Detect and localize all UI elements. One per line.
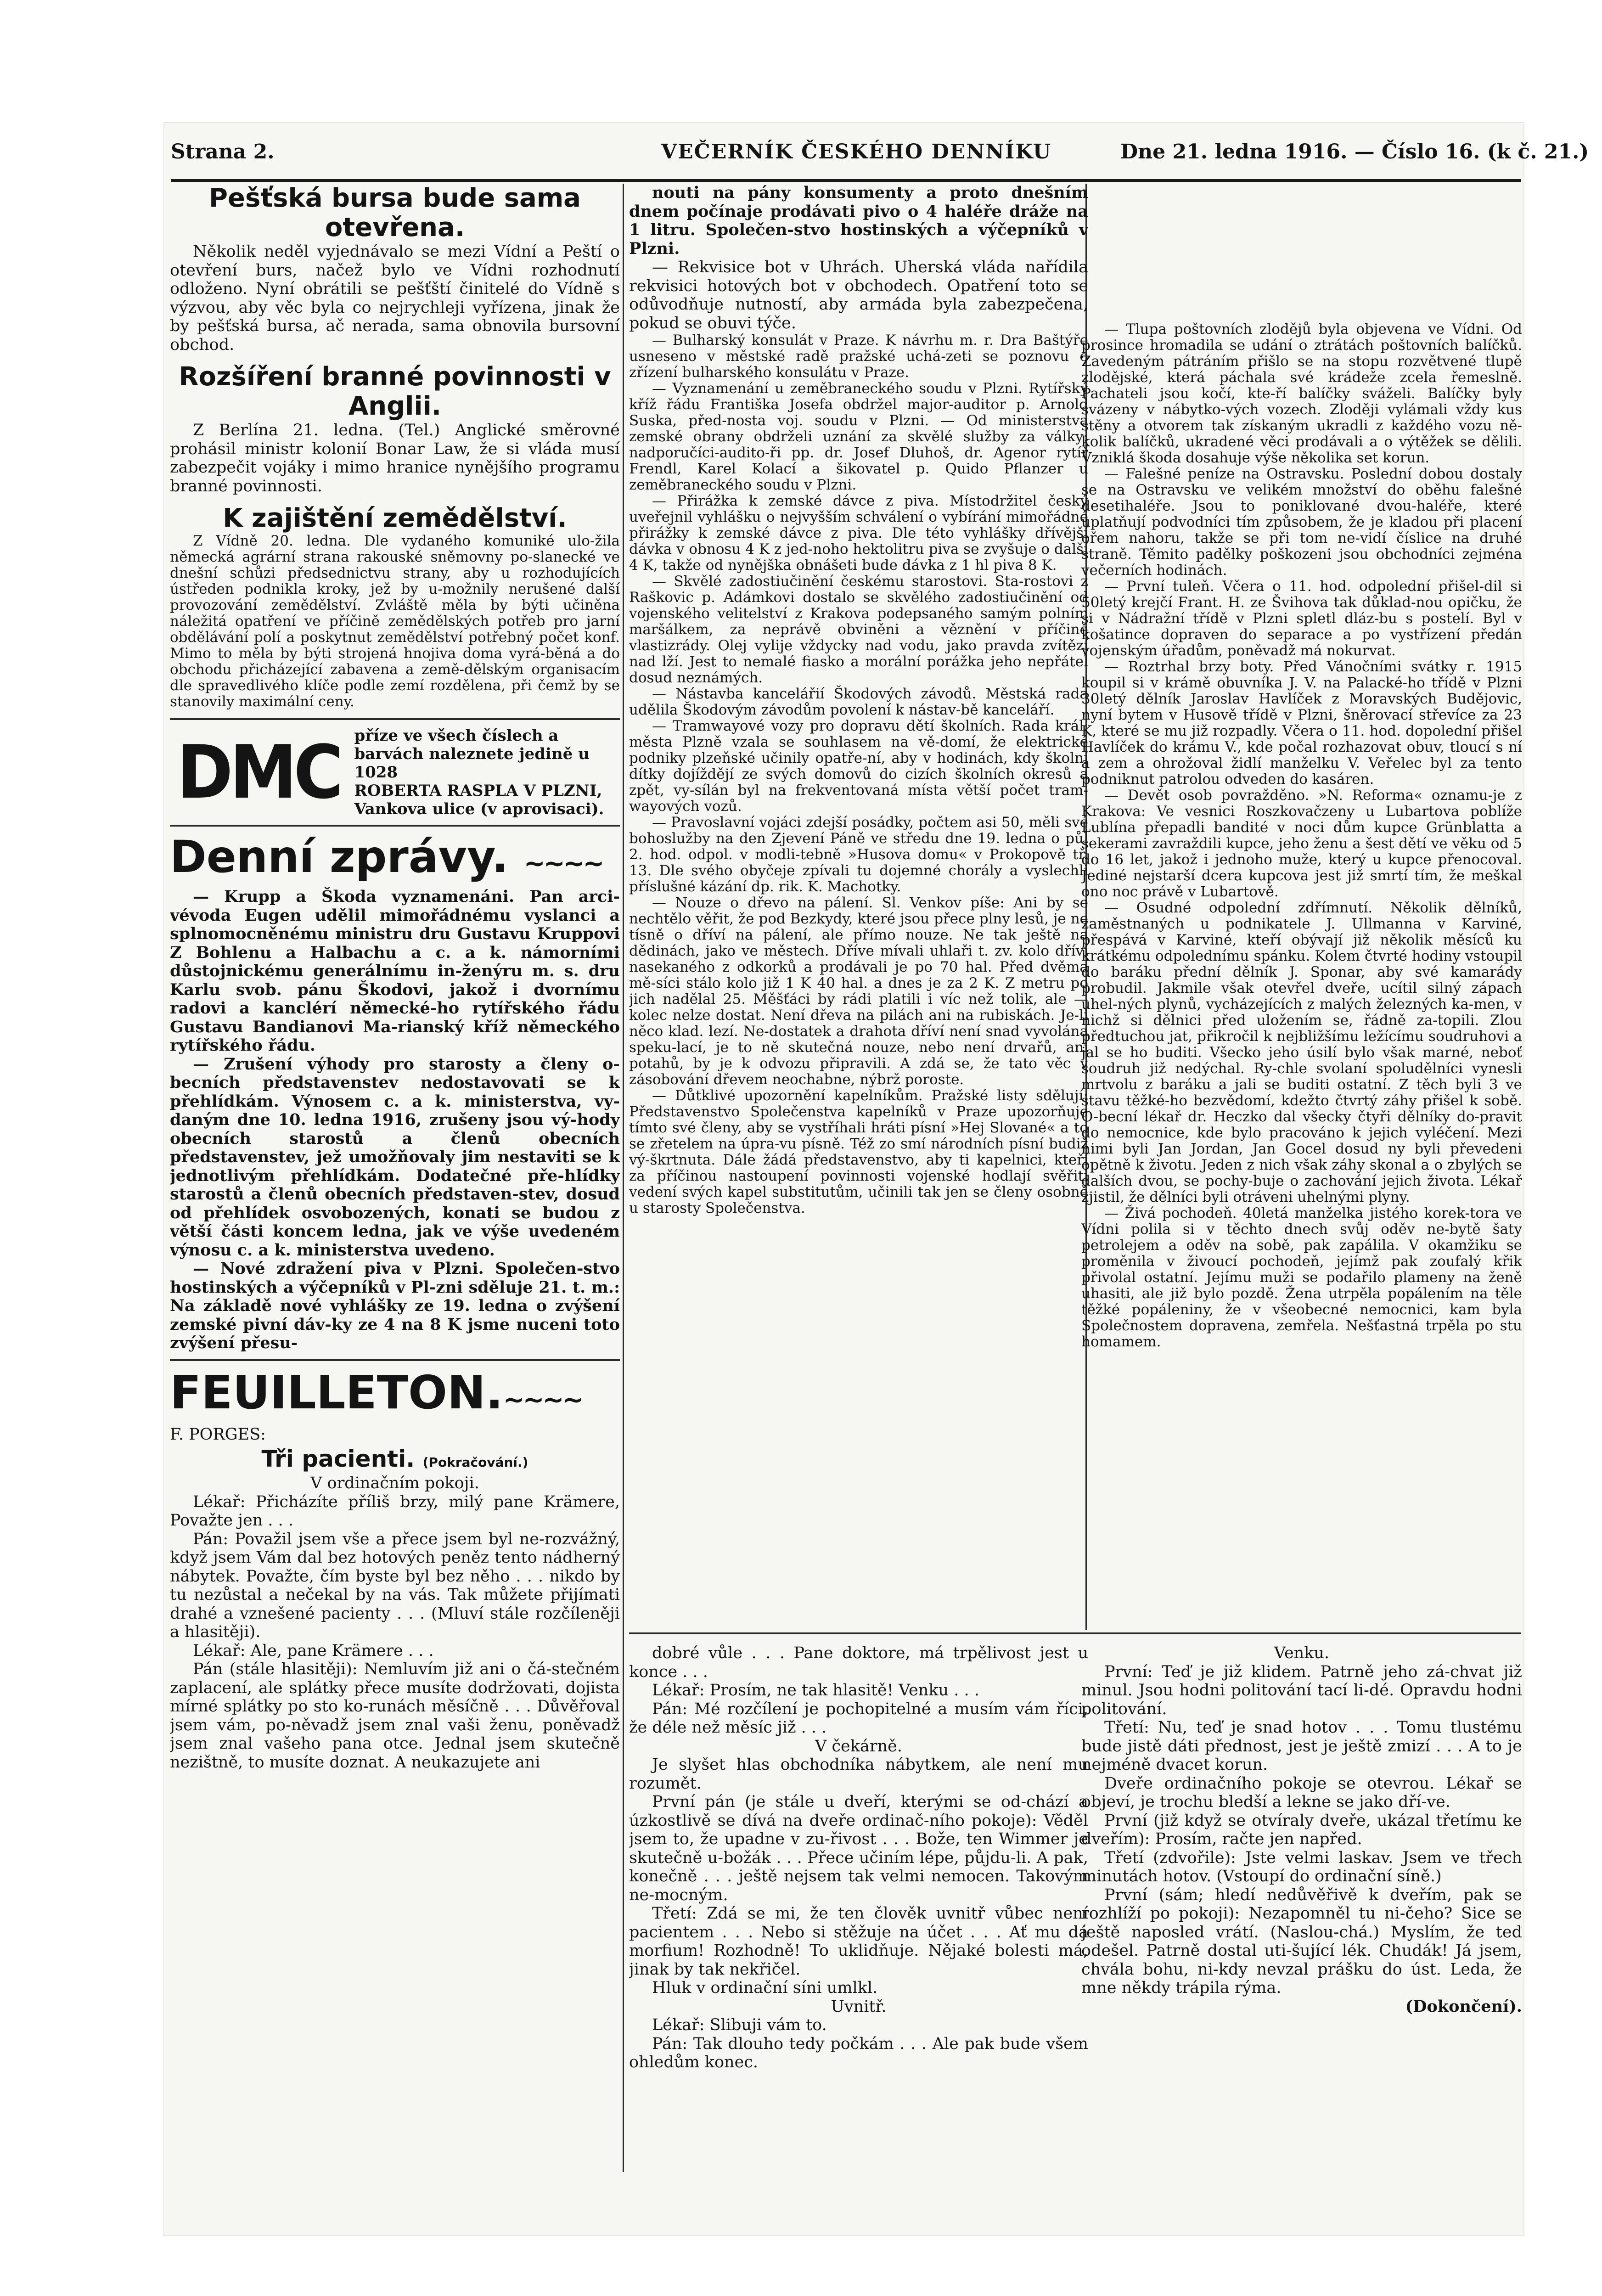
- page-number: Strana 2.: [171, 140, 275, 163]
- section-title: Denní zprávy. ~~~~: [170, 831, 603, 883]
- issue-date: Dne 21. ledna 1916. — Číslo 16. (k č. 21.): [1120, 140, 1589, 163]
- news-item: — První tuleň. Včera o 11. hod. odpolední přišel-dil si 50letý krejčí Frant. H. ze Švihova tak důklad-nou opičku, že si v Nádražní třídě v Plzni spletl dláz-bu s postelí. Byl v košatince dopraven do separace a po vystřízení předán vojenským úřadům, poněvadž má nokurvat.: [1081, 578, 1522, 659]
- column-rule-1: [623, 184, 624, 2172]
- ad-text: příze ve všech číslech a barvách naleznete jedině u 1028: [354, 726, 590, 782]
- feuilleton-author: F. PORGES:: [170, 1425, 266, 1444]
- news-item: — Osudné odpolední zdřímnutí. Několik dělníků, zaměstnaných u podnikatele J. Ullmanna v Karviné, přespává v Karviné, kteří obývají již několik měsíců ku krátkému odpolednímu spánku. Kolem čtvrté hodiny vstoupil do baráku přední dělník J. Sponar, aby své kamarády probudil. Jakmile však otevřel dveře, ucítil silný zápach uhel-ných plynů, vycházejících z malých železných ka-men, v nichž si dělnici před uložením se, řádně za-topili. Zlou předtuchou jat, přikročil k nejbližšímu ležícímu soudruhovi a jal se ho buditi. Všecko jeho úsilí bylo však marné, neboť soudruh již nedýchal. Ry-chle svolaní spoludělníci vynesli mrtvolu z baráku a jali se buditi ostatní. Z těch byli 3 ve stavu těžké-ho bezvědomí, kdežto čtvrtý záhy přišel k sobě. O-becní lékař dr. Heczko dal všecky čtyři dělníky do-pravit do nemocnice, kde bylo pracováno k jejich vyléčení. Mezi nimi byli Jan Jordan, Jan Gocel dosud ny byli převedeni opětně k životu. Jeden z nich však záhy skonal a o zbylých se dalších dvou, se pochy-buje o zachování jejich života. Lékař zjistil, že dělníci byli otráveni uhelnými plyny.: [1081, 900, 1522, 1205]
- news-item: — Roztrhal brzy boty. Před Vánočními svátky r. 1915 koupil si v krámě obuvníka J. V. na Palacké-ho třídě v Plzni 30letý dělník Jaroslav Havlíček z Moravských Budějovic, nyní bytem v Husově třídě v Plzni, šněrovací střevíce za 23 K, které se mu již rozpadly. Včera o 11. hod. dopolední přišel Havlíček do krámu V., kde počal rozhazovat obuv, tloucí s ní a zem a ohrožoval židlí manželku V. Veřelec byl za tento podniknut patrolou odveden do kasáren.: [1081, 658, 1522, 788]
- article-bursa: [170, 184, 620, 354]
- article-text: Z Berlína 21. ledna. (Tel.) Anglické směrovné prohásil ministr kolonií Bonar Law, že si vláda musí zabezpečit vojáky i mimo hranice nynějšího programu branné povinnosti.: [170, 421, 620, 495]
- continuation-note: (Dokončení).: [1405, 1997, 1522, 2016]
- news-item: — Falešné peníze na Ostravsku. Poslední dobou dostaly se na Ostravsku ve velikém množství do oběhu falešné desetihaléře. Jsou to poniklované dvou-haléře, které uplatňují podvodníci tím způsobem, že je kladou při placení ořem nahoru, takže se při tom ne-vidí číslice na druhé straně. Těmito padělky poškozeni jsou obchodníci zejména večerních hodinách.: [1081, 466, 1522, 579]
- ad-text: ROBERTA RASPLA V PLZNI,: [354, 782, 602, 800]
- news-item: — Přirážka k zemské dávce z piva. Místodržitel český uveřejnil vyhlášku o nejvyšším schválení o vybírání mimořádné přirážky k zemské dávce z piva. Dle této vyhlášky dřívější dávka v obnosu 4 K z jed-noho hektolitru piva se zvyšuje o další 4 K, takže od nynějška obnášeti bude dávka z 1 hl piva 8 K.: [629, 493, 1088, 574]
- blank-area: [1081, 184, 1522, 321]
- article-zemedelstvi: [170, 504, 620, 710]
- news-item: — Pravoslavní vojáci zdejší posádky, počtem asi 50, měli své bohoslužby na den Zjevení Páně ve středu dne 19. ledna o půl 2. hod. odpol. v modli-tebně »Husova domu« v Prokopově tř. 13. Dle svého obyčeje zpívali tu dojemné chorály a vyslechli příslušné kázání dp. rik. K. Machotky.: [629, 814, 1088, 895]
- header-rule: [171, 179, 1521, 182]
- dialogue-line: První (sám; hledí nedůvěřivě k dveřím, pak se rozhlíží po pokoji): Nezapomněl tu ni-čeho? Sice se ještě naposled vrátí. (Naslou-chá.) Myslím, že teď odešel. Patrně dostal uti-šující lék. Chudák! Já jsem, chvála bohu, ni-kdy nevzal prášku do úst. Leda, že mne někdy trápila rýma.: [1081, 1885, 1522, 1997]
- headline-anglie: Rozšíření branné povinnosti v Anglii.: [179, 362, 611, 421]
- scene-heading: Uvnitř.: [831, 1997, 887, 2016]
- scene-heading: V čekárně.: [815, 1737, 902, 1756]
- feuilleton-rule-left: [170, 1359, 620, 1361]
- scene-heading: Venku.: [1274, 1644, 1330, 1662]
- news-item: — Vyznamenání u zeměbraneckého soudu v Plzni. Rytířský kříž řádu Františka Josefa obdržel major-auditor p. Arnold Suska, před-nosta voj. soudu v Plzni. — Od ministerstva zemské obrany obdrželi uznání za skvělé služby za války: nadporučíci-audito-ři pp. dr. Josef Dluhoš, dr. Agenor rytíř Frendl, Karel Kolací a šikovatel p. Quido Pflanzer u zeměbraneckého soudu v Plzni.: [629, 380, 1088, 493]
- dialogue-line: Pán: Tak dlouho tedy počkám . . . Ale pak bude všem ohledům konec.: [629, 2034, 1088, 2071]
- news-item: — Bulharský konsulát v Praze. K návrhu m. r. Dra Baštýře usneseno v městské radě pražské uchá-zeti se poznovu o zřízení bulharského konsulátu v Praze.: [629, 332, 1088, 381]
- dialogue-line: dobré vůle . . . Pane doktore, má trpělivost jest u konce . . .: [629, 1644, 1088, 1681]
- news-item: — Nástavba kancelářií Škodových závodů. Městská rada udělila Škodovým závodům povolení k nástav-bě kanceláří.: [629, 686, 1088, 718]
- dialogue-line: Třetí: Nu, teď je snad hotov . . . Tomu tlustému bude jistě dáti přednost, jest je ještě zmizí . . . A to je nejméně dvacet korun.: [1081, 1718, 1522, 1774]
- news-item: — Krupp a Škoda vyznamenáni. Pan arci-vévoda Eugen udělil mimořádnému vyslanci a splnomocněnému ministru dru Gustavu Kruppovi Z Bohlenu a Halbachu a c. a k. námorními důstojnickému generálnímu in-ženýru m. s. dru Karlu svob. pánu Škodovi, jakož i dvornímu radovi a kanclérí německé-ho rytířského řádu Gustavu Bandianovi Ma-rianský kříž německého rytířského řádu.: [170, 887, 620, 1055]
- dialogue-line: Lékař: Slibuji vám to.: [652, 2016, 827, 2034]
- news-item: — Důtklivé upozornění kapelníkům. Pražské listy sdělují: Představenstvo Společenstva kapelníků v Praze upozorňuje tímto své členy, aby se vystříhali hráti písní »Hej Slované« a to se zřetelem na úpra-vu písně. Též zo smí národních písní budiž vý-škrtnuta. Dále žádá představenstvo, aby ti kapelnici, kteří za příčinou nastoupení povinnosti vojenské hodlají svěřiti vedení svých kapel substitutům, učinili tak jen se členy osobně u starosty Společenstva.: [629, 1087, 1088, 1216]
- headline-zemedelstvi: K zajištění zemědělství.: [223, 503, 567, 533]
- news-item: — Tlupa poštovních zlodějů byla objevena ve Vídni. Od prosince hromadila se udání o ztrátách poštovních balíčků. Zavedeným pátráním přišlo se na stopu rozvětvené tlupě zlodějské, která páchala své krádeže zcela řemeslně. Pachateli jsou kočí, kte-ří balíčky sváželi. Balíčky byly svázeny v nábytko-vých vozech. Zloději vylámali vždy kus stěny a otvorem tak získaným ukradli z každého vozu ně-kolik balíčků, ukradené věci prodávali a o výtěžek se dělili. Vzniklá škoda dosahuje výše několika set korun.: [1081, 321, 1522, 466]
- headline-bursa: Pešťská bursa bude sama otevřena.: [209, 184, 581, 242]
- news-item: — Zrušení výhody pro starosty a členy o-becních představenstev nedostavovati se k přehlídkám. Výnosem c. a k. ministerstva, vy-daným dne 10. ledna 1916, zrušeny jsou vý-hody obecních starostů a členů obecních představenstev, jež umožňovaly jim nestaviti se k jednotlivým přehlídkám. Dodatečné pře-hlídky starostů a členů obecních představen-stev, dosud od přehlídek osvobozených, konati se budou z větší části koncem ledna, jak ve výše uvedeném výnosu c. a k. ministerstva uvedeno.: [170, 1054, 620, 1260]
- scene-heading: V ordinačním pokoji.: [310, 1474, 479, 1492]
- dialogue-line: Lékař: Přicházíte příliš brzy, milý pane Krämere, Považte jen . . .: [170, 1492, 620, 1530]
- dialogue-line: Hluk v ordinační síni umlkl.: [652, 1979, 878, 1997]
- news-item: — Skvělé zadostiučinění českému starostovi. Sta-rostovi z Raškovic p. Adámkovi dostalo se skvělého zadostiučinění od vojenského velitelství z Krakova podepsaného samým polním maršálkem, za neprávě obviněni a věznění v příčině vlastizrády. Olej vylije vždycky nad vodu, jako pravda zvítězí nad lží. Jest to nemalé fiasko a morální porážka jeho nepřátel dosud neznámých.: [629, 573, 1088, 686]
- dialogue-line: Lékař: Ale, pane Krämere . . .: [193, 1641, 434, 1660]
- article-text: Z Vídně 20. ledna. Dle vydaného komuniké ulo-žila německá agrární strana rakouské sněmovny po-slanecké ve dnešní schůzi předsednictvu strany, aby u rozhodujících ústředen podnikla kroky, jež by u-možnily nerušené další provozování zemědělství. Zvláště měla by býti učiněna náležitá opatření ve příčině zemědělských potřeb pro jarní obdělávání polí a poskytnut zemědělství potřebný počet konf. Mimo to měla by býti strojená hnojiva doma vyrá-běná a do obchodu přicházející zabavena a země-dělským organisacím dle spravedlivého klíče podle zemí rozdělena, při čemž by se stanovily maximální ceny.: [170, 533, 620, 710]
- dialogue-line: První pán (je stále u dveří, kterými se od-chází a úzkostlivě se dívá na dveře ordinač-ního pokoje): Věděl jsem to, že upadne v zu-řivost . . . Bože, ten Wimmer je skutečně u-božák . . . Přece učiním lépe, půjdu-li. A pak, konečně . . . ještě nejsem tak velmi nemocen. Takovým ne-mocným.: [629, 1793, 1088, 1904]
- dialogue-line: Pán (stále hlasitěji): Nemluvím již ani o čá-stečném zaplacení, ale splátky přece musíte dodržovati, dojista mírné splátky po sto ko-runách měsíčně . . . Důvěřoval jsem vám, po-něvadž jsem znal vaši ženu, poněvadž jsem znal vašeho pana otce. Jednal jsem skutečně nezištně, to musíte doznat. A neukazujete ani: [170, 1660, 620, 1772]
- column-left: [170, 184, 620, 2172]
- dialogue-line: Lékař: Prosím, ne tak hlasitě! Venku . . .: [652, 1681, 979, 1699]
- section-denni-zpravy: [170, 833, 620, 1353]
- dialogue-line: Pán: Považil jsem vše a přece jsem byl ne-rozvážný, když jsem Vám dal bez hotových peněz tento nádherný nábytek. Považte, čím byste byl bez něho . . . nikdo by tu nezůstal a nečekal by na vás. Tak můžete přijímati drahé a vznešené pacienty . . . (Mluví stále rozčíleněji a hlasitěji).: [170, 1530, 620, 1641]
- article-anglie: [170, 362, 620, 495]
- dmc-logo: DMC: [177, 729, 340, 815]
- feuilleton-title: FEUILLETON.~~~~: [170, 1365, 582, 1419]
- ad-text: Vankova ulice (v aprovisaci).: [354, 800, 604, 818]
- news-item: nouti na pány konsumenty a proto dnešním dnem počínaje prodávati pivo o 4 haléře dráže na 1 litru. Společen-stvo hostinských a výčepníků v Plzni.: [629, 184, 1088, 258]
- feuilleton: [170, 1367, 620, 1772]
- masthead: VEČERNÍK ČESKÉHO DENNÍKU: [661, 140, 1052, 163]
- news-item: — Živá pochodeň. 40letá manželka jistého korek-tora ve Vídni polila si v těchto dnech svůj oděv ne-bytě šaty petrolejem a oděv na sobě, pak zapálila. V okamžiku se proměnila v živoucí pochodeň, jejímž pak zoufalý křik přivolal ostatní. Jejímu muži se podařilo plameny na ženě uhasiti, ale již bylo pozdě. Žena utrpěla popálením na těle těžké popáleniny, že v všeobecné nemocnici, kam byla Společnostem dopravena, zemřela. Nešťastná trpěla po stu homamem.: [1081, 1205, 1522, 1350]
- dialogue-line: Je slyšet hlas obchodníka nábytkem, ale není mu rozumět.: [629, 1756, 1088, 1793]
- article-text: Několik neděl vyjednávalo se mezi Vídní a Peští o otevření burs, načež bylo ve Vídni rozhodnutí odloženo. Nyní obrátili se pešťští činitelé do Vídně s výzvou, aby věc byla co nejrychleji vyřízena, jinak že by pešťská bursa, ač nerada, sama obnovila bursovní obchod.: [170, 242, 620, 354]
- news-item: — Rekvisice bot v Uhrách. Uherská vláda nařídila rekvisici hotových bot v obchodech. Opatření toto se odůvodňuje nutností, aby armáda byla zabezpečena, pokud se obuvi týče.: [629, 258, 1088, 332]
- dialogue-line: Třetí: Zdá se mi, že ten člověk uvnitř vůbec není pacientem . . . Nebo si stěžuje na účet . . . Ať mu dá morfium! Rozhodně! To uklidňuje. Nějaké bolesti má, jinak by tak nekřičel.: [629, 1904, 1088, 1979]
- ornament-icon: ~~~~: [523, 849, 603, 878]
- dialogue-line: První (již když se otvíraly dveře, ukázal třetímu ke dveřím): Prosím, račte jen napřed.: [1081, 1811, 1522, 1848]
- news-item: — Nové zdražení piva v Plzni. Společen-stvo hostinských a výčepníků v Pl-zni sděluje 21. t. m.: Na základě nové vyhlášky ze 19. ledna o zvýšení zemské pivní dáv-ky ze 4 na 8 K jsme nuceni toto zvýšení přesu-: [170, 1259, 620, 1352]
- news-item: — Nouze o dřevo na pálení. Sl. Venkov píše: Ani by se nechtělo věřit, že pod Bezkydy, které jsou přece plny lesů, je ne tísně o dříví na pálení, ale přímo nouze. Ne tak ještě na dědinách, jako ve městech. Dříve mívali uhlaři t. zv. kolo dříví nasekaného z odkorků a prodávali je po 70 hal. Před dvěma mě-síci stálo kolo již 1 K 40 hal. a dnes je za 2 K. Z metru po jich nadělal 25. Měšťáci by rádi platili i víc než tolik, ale — kolec nelze dostat. Není dřeva na pilách ani na rubiskách. Je-li něco klad. lezí. Ne-dostatek a drahota dříví není snad vyvolána speku-lací, je to ně skutečná nouze, nebo není drvařů, ani potahů, by je k odvozu připravili. A zdá se, že tato věc v zásobování dřevem neochabne, nýbrž poroste.: [629, 895, 1088, 1088]
- feuilleton-right: [1081, 1644, 1522, 2172]
- advertisement-dmc: [170, 718, 620, 827]
- dialogue-line: Pán: Mé rozčílení je pochopitelné a musím vám říci, že déle než měsíc již . . .: [629, 1699, 1088, 1737]
- dialogue-line: První: Teď je již klidem. Patrně jeho zá-chvat již minul. Jsou hodni politování tací li-dé. Opravdu hodni politování.: [1081, 1662, 1522, 1718]
- news-item: — Tramwayové vozy pro dopravu dětí školních. Rada král. města Plzně vzala se souhlasem na vě-domí, že elektrické podniky plzeňské učinily opatře-ní, aby v hodinách, kdy školní dítky dojíždějí ze svých domovů do cizích školních okresů a zpět, vy-sílán byl na frekventovaná místa větší počet tram-wayových vozů.: [629, 718, 1088, 815]
- feuilleton-middle: [629, 1644, 1088, 2172]
- dialogue-line: Dveře ordinačního pokoje se otevrou. Lékař se objeví, je trochu bledší a lekne se jako dří-ve.: [1081, 1774, 1522, 1811]
- news-item: — Devět osob povražděno. »N. Reforma« oznamu-je z Krakova: Ve vesnici Roszkovačzeny u Lubartova poblíže Lublína přepadli bandité v noci dům kupce Grünblatta a sekerami zavraždili kupce, jeho ženu a šest dětí ve věku od 5 do 16 let, jakož i jednoho muže, který u kupce přenocoval. Jediné nejstarší dcera kupcova jest již smrtí tím, že meškal ono noc právě v Lubartově.: [1081, 787, 1522, 900]
- dialogue-line: Třetí (zdvořile): Jste velmi laskav. Jsem ve třech minutách hotov. (Vstoupí do ordinační síně.): [1081, 1848, 1522, 1885]
- ornament-icon: ~~~~: [503, 1384, 582, 1415]
- play-title: Tři pacienti. (Pokračování.): [261, 1446, 528, 1472]
- column-middle: [629, 184, 1088, 1639]
- column-right: [1081, 184, 1522, 1639]
